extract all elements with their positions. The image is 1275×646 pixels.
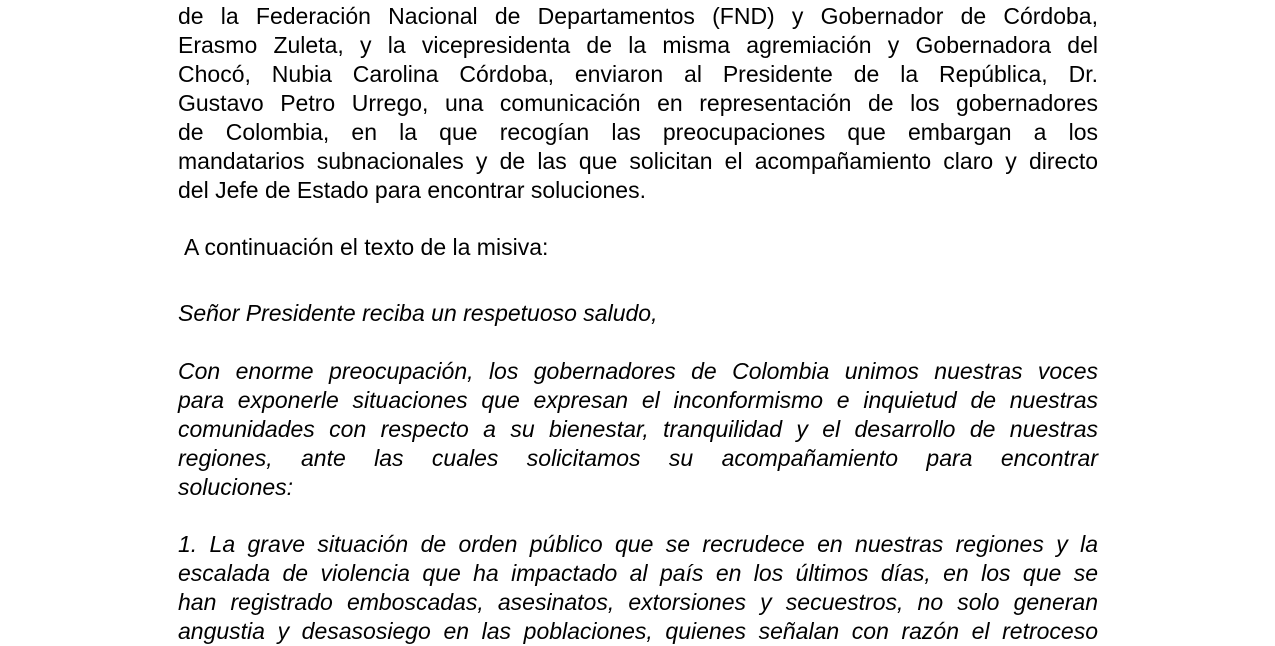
- text-line: soluciones:: [178, 474, 294, 500]
- text-line: Con enorme preocupación, los gobernadores de Colombia unimos nuestras voces: [178, 358, 1098, 384]
- text-line: escalada de violencia que ha impactado al país en los últimos días, en los que se: [178, 560, 1098, 586]
- text-line: mandatarios subnacionales y de las que solicitan el acompañamiento claro y directo: [178, 148, 1098, 174]
- letter-point-1: [178, 530, 1098, 646]
- text-line: Erasmo Zuleta, y la vicepresidenta de la misma agremiación y Gobernadora del: [178, 32, 1098, 58]
- text-line: 1. La grave situación de orden público que se recrudece en nuestras regiones y la: [178, 531, 1098, 557]
- salutation-text: Señor Presidente reciba un respetuoso saludo,: [178, 300, 658, 326]
- lead-in: [184, 233, 1104, 262]
- lead-in-text: A continuación el texto de la misiva:: [184, 234, 549, 260]
- intro-paragraph: [178, 2, 1098, 205]
- text-line: de la Federación Nacional de Departamentos (FND) y Gobernador de Córdoba,: [178, 3, 1098, 29]
- text-line: Chocó, Nubia Carolina Córdoba, enviaron al Presidente de la República, Dr.: [178, 61, 1098, 87]
- text-line: Gustavo Petro Urrego, una comunicación en representación de los gobernadores: [178, 90, 1098, 116]
- letter-paragraph-1: [178, 357, 1098, 502]
- text-line: comunidades con respecto a su bienestar, tranquilidad y el desarrollo de nuestras: [178, 416, 1098, 442]
- text-line: han registrado emboscadas, asesinatos, extorsiones y secuestros, no solo generan: [178, 589, 1098, 615]
- text-line: del Jefe de Estado para encontrar soluciones.: [178, 177, 646, 203]
- text-line: de Colombia, en la que recogían las preocupaciones que embargan a los: [178, 119, 1098, 145]
- text-line: regiones, ante las cuales solicitamos su acompañamiento para encontrar: [178, 445, 1098, 471]
- text-line: para exponerle situaciones que expresan el inconformismo e inquietud de nuestras: [178, 387, 1098, 413]
- text-line: angustia y desasosiego en las poblaciones, quienes señalan con razón el retroceso: [178, 618, 1098, 644]
- salutation: [178, 299, 1098, 328]
